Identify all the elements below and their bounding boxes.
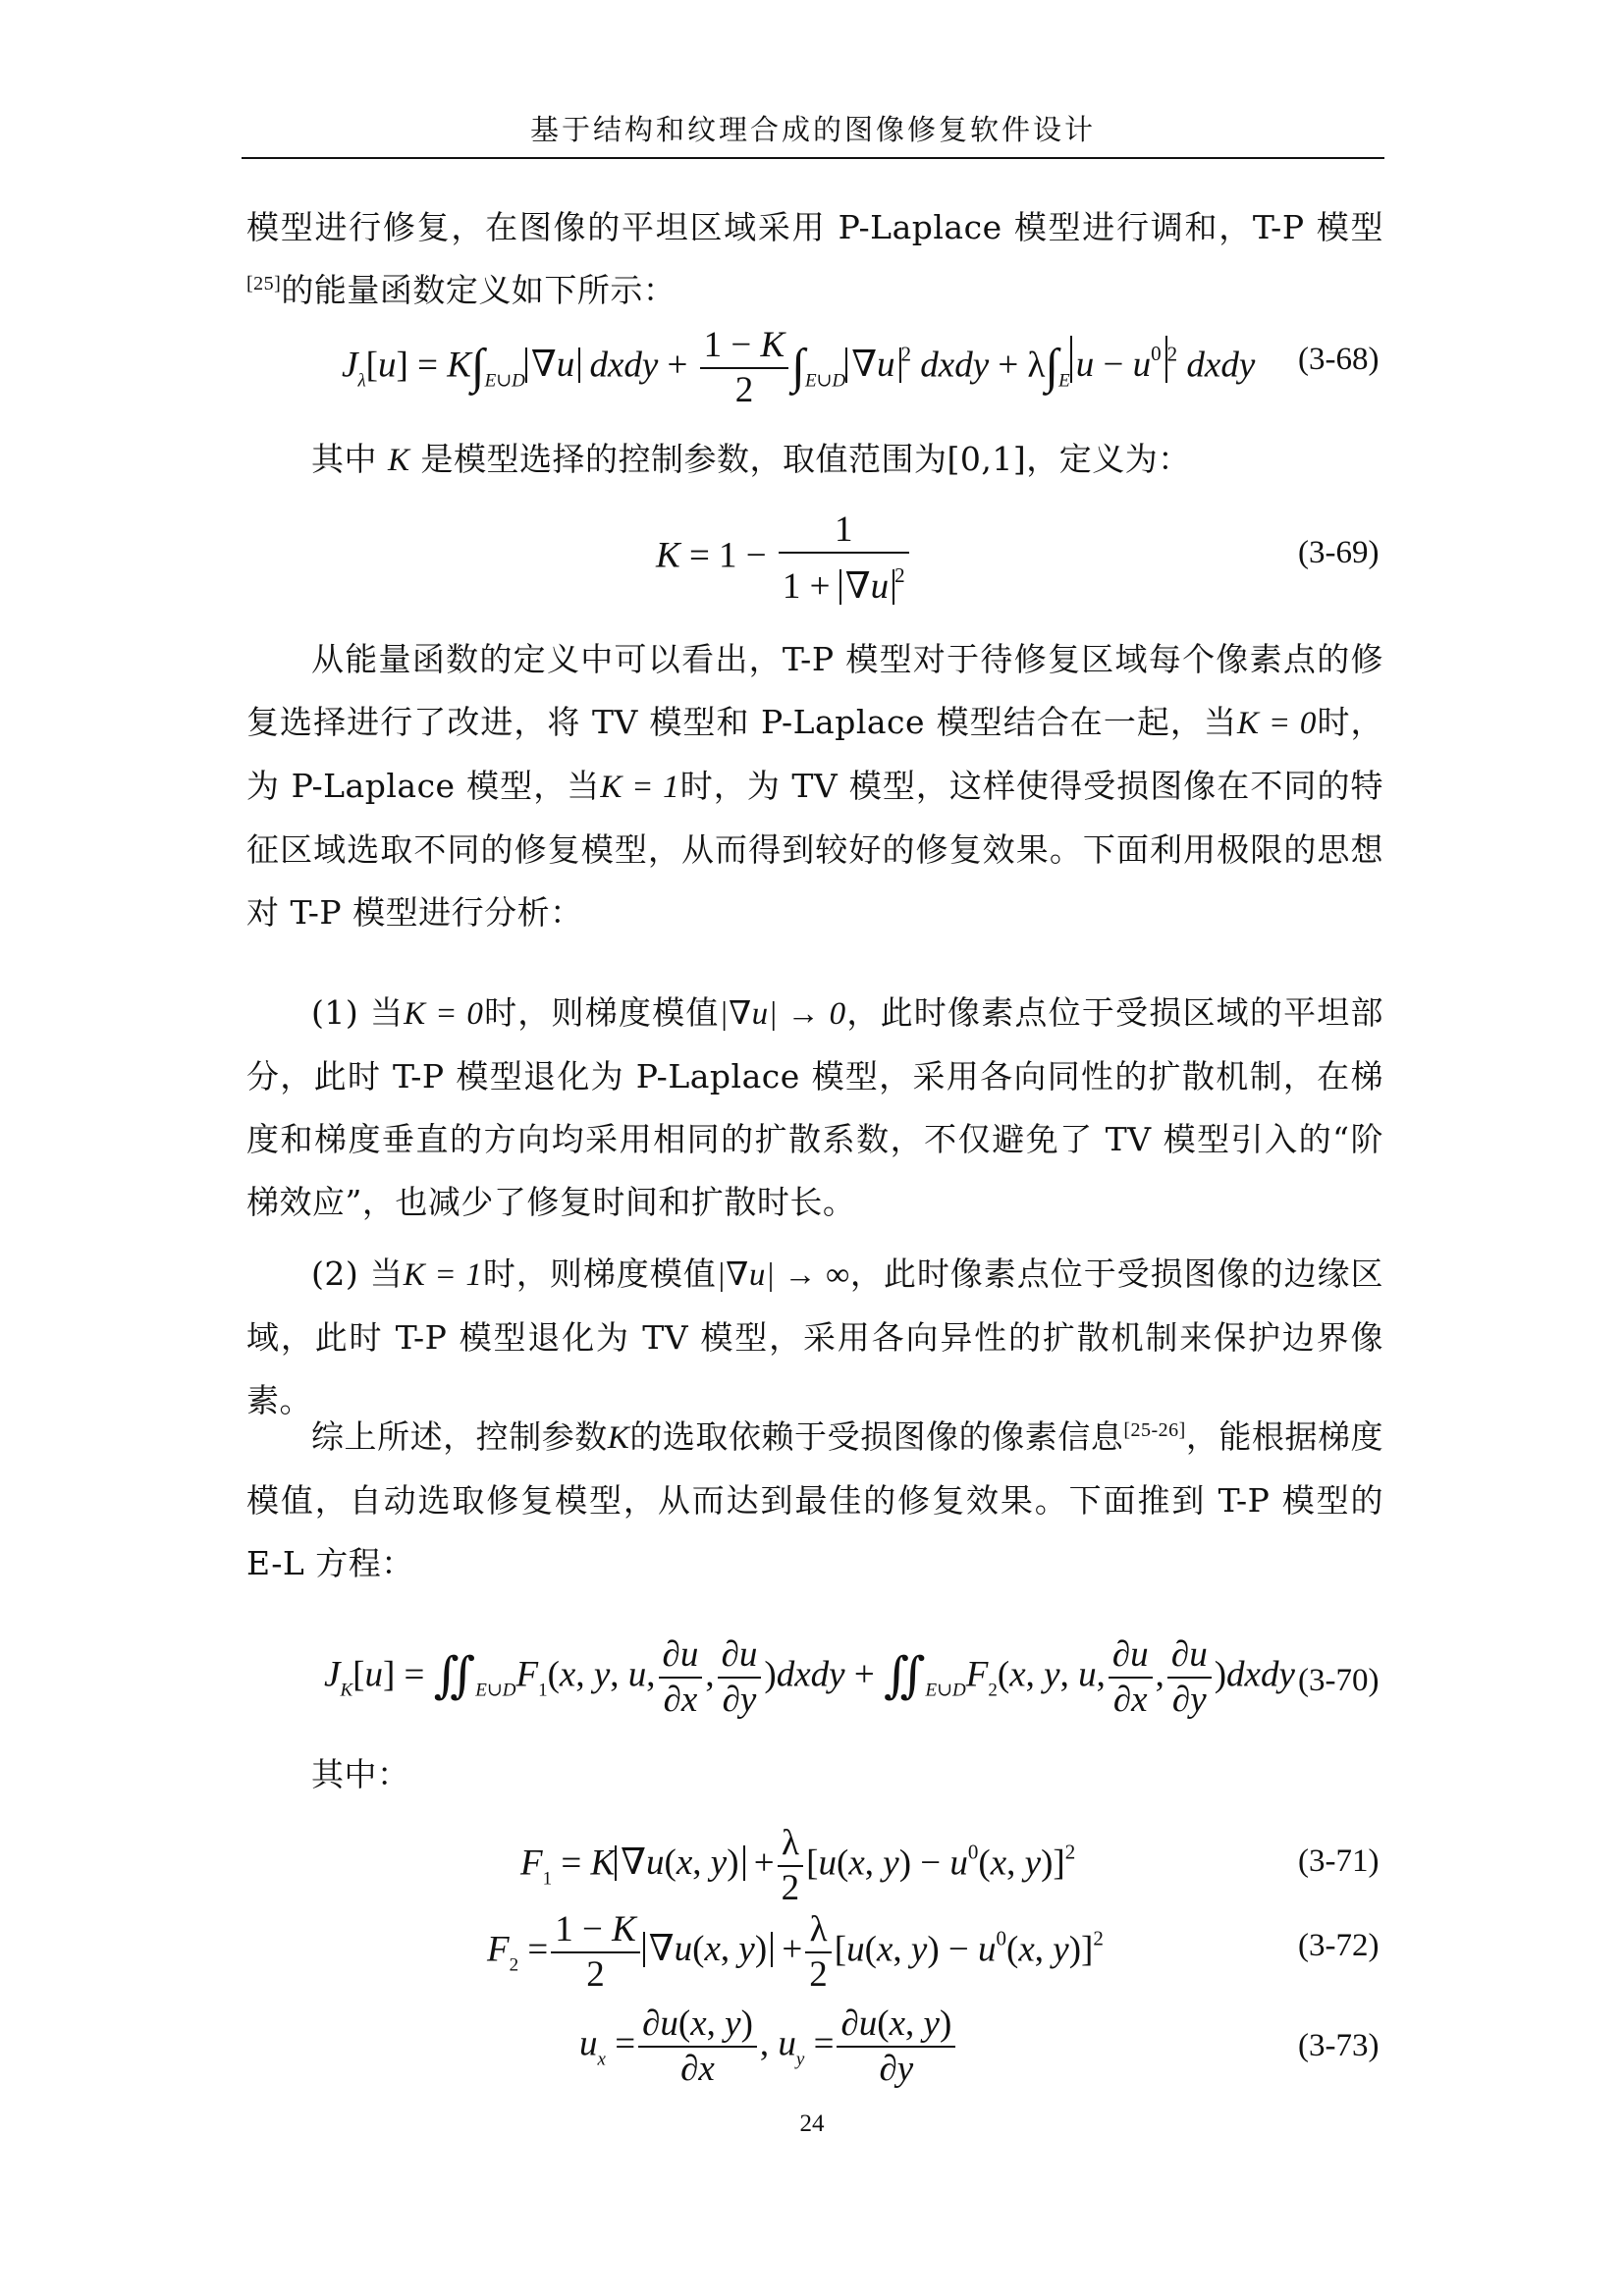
equation-3-69: K = 1 − $\frac{1}{1 + \nabla u ^2}$	[656, 508, 912, 609]
text-run: (1) 当	[311, 993, 405, 1032]
text-run: 的能量函数定义如下所示：	[281, 271, 677, 309]
page-number: 24	[799, 2110, 825, 2137]
paragraph-5	[246, 1243, 1383, 1432]
equation-3-73: $u_x$ = $\frac{\partial u(x, y)}{\partial x}$ , $u_y$ = $\frac{\partial u(x, y)}{\partial y}$	[579, 2002, 958, 2091]
text-run: 模型进行修复，在图像的平坦区域采用 P-Laplace 模型进行调和，T-P 模型	[246, 208, 1383, 246]
text-run: 的选取依赖于受损图像的像素信息	[629, 1417, 1124, 1456]
header-rule	[242, 157, 1384, 159]
equation-label: (3-73)	[1298, 2028, 1380, 2063]
paragraph-1	[246, 196, 1383, 322]
paragraph-4	[246, 982, 1383, 1234]
equation-label: (3-71)	[1298, 1843, 1380, 1879]
math-inline: K = 0	[404, 996, 484, 1032]
text-run: ，此时像素点位于受损区域的平坦部分，此时 T-P 模型退化为 P-Laplace 模型，采用各向同性的扩散机制，在梯度和梯度垂直的方向均采用相同的扩散系数，不仅避免了 TV 模型引入的“阶梯效应”，也减少了修复时间和扩散时长。	[246, 993, 1384, 1221]
paragraph-3	[246, 628, 1383, 944]
equation-label: (3-70)	[1298, 1663, 1380, 1698]
equation-3-71: $F_1 = K$ ∇u(x, y) + $\frac{\lambda}{2}$ [u(x, $y) - u^0(x$, y)]$^2$	[520, 1823, 1076, 1908]
text-run: 时，为 P-Laplace 模型，当	[246, 703, 1383, 805]
text-run: 时，则梯度模值	[483, 993, 720, 1032]
running-header: 基于结构和纹理合成的图像修复软件设计	[529, 113, 1096, 146]
math-inline: |∇u| → 0	[719, 996, 846, 1032]
citation: [25]	[246, 273, 282, 294]
math-inline: K	[388, 443, 410, 478]
math-inline: K	[607, 1420, 630, 1456]
equation-3-70: $J_K[u]$ = $∬_{E\cup D}F_1(x$, y, u, $\frac{\partial u}{\partial x}$ , $\frac{\partial u}{\partial y}$ )dxdy + $∬_{E\cup D}F_2(x$, y, u, $\frac{\partial u}{\partial x}$ , $\frac{\partial u}{\partial y}$ )dxdy	[324, 1634, 1295, 1720]
text-run: 时，为 TV 模型，这样使得受损图像在不同的特征区域选取不同的修复模型，从而得到较好的修复效果。下面利用极限的思想对 T-P 模型进行分析：	[246, 767, 1383, 932]
paragraph-7: 其中：	[311, 1755, 410, 1793]
text-run: 从能量函数的定义中可以看出，T-P 模型对于待修复区域每个像素点的修复选择进行了改进，将 TV 模型和 P-Laplace 模型结合在一起，当	[246, 640, 1383, 741]
text-run: 综上所述，控制参数	[311, 1417, 608, 1456]
equation-label: (3-69)	[1298, 535, 1380, 570]
equation-label: (3-72)	[1298, 1928, 1380, 1963]
paragraph-6	[246, 1406, 1383, 1595]
text-run: (2) 当	[311, 1255, 404, 1293]
math-inline: K = 1	[403, 1257, 483, 1293]
text-run: ，能根据梯度模值，自动选取修复模型，从而达到最佳的修复效果。下面推到 T-P 模型的 E-L 方程：	[246, 1417, 1384, 1582]
math-inline: K = 1	[600, 770, 680, 805]
text-run: 是模型选择的控制参数，取值范围为[0,1]，定义为：	[420, 440, 1191, 478]
paragraph-2	[246, 428, 1383, 492]
text-run: 时，则梯度模值	[482, 1255, 717, 1293]
equation-3-72: $F_2$ = $\frac{1 - K}{2}$ ∇u(x, y) + $\frac{\lambda}{2}$ [u(x, $y) - u^0(x$, y)]$^2$	[487, 1909, 1104, 1995]
text-run: 其中	[311, 440, 377, 478]
math-inline: |∇u| → ∞	[716, 1257, 850, 1293]
text-run: ，此时像素点位于受损图像的边缘区域，此时 T-P 模型退化为 TV 模型，采用各向异性的扩散机制来保护边界像素。	[246, 1255, 1384, 1419]
math-inline: K = 0	[1237, 706, 1317, 741]
equation-label: (3-68)	[1298, 342, 1380, 377]
citation: [25-26]	[1123, 1419, 1186, 1441]
equation-3-68: $J_\lambda[u] = K\int_{E\cup D}$ ∇u dxdy + $\frac{1 - K}{2}$ $\int_{E\cup D}$ ∇u $^2$ dxdy + $\lambda\int_E$ $u - u^0$ $^2$ dxdy	[342, 325, 1256, 410]
